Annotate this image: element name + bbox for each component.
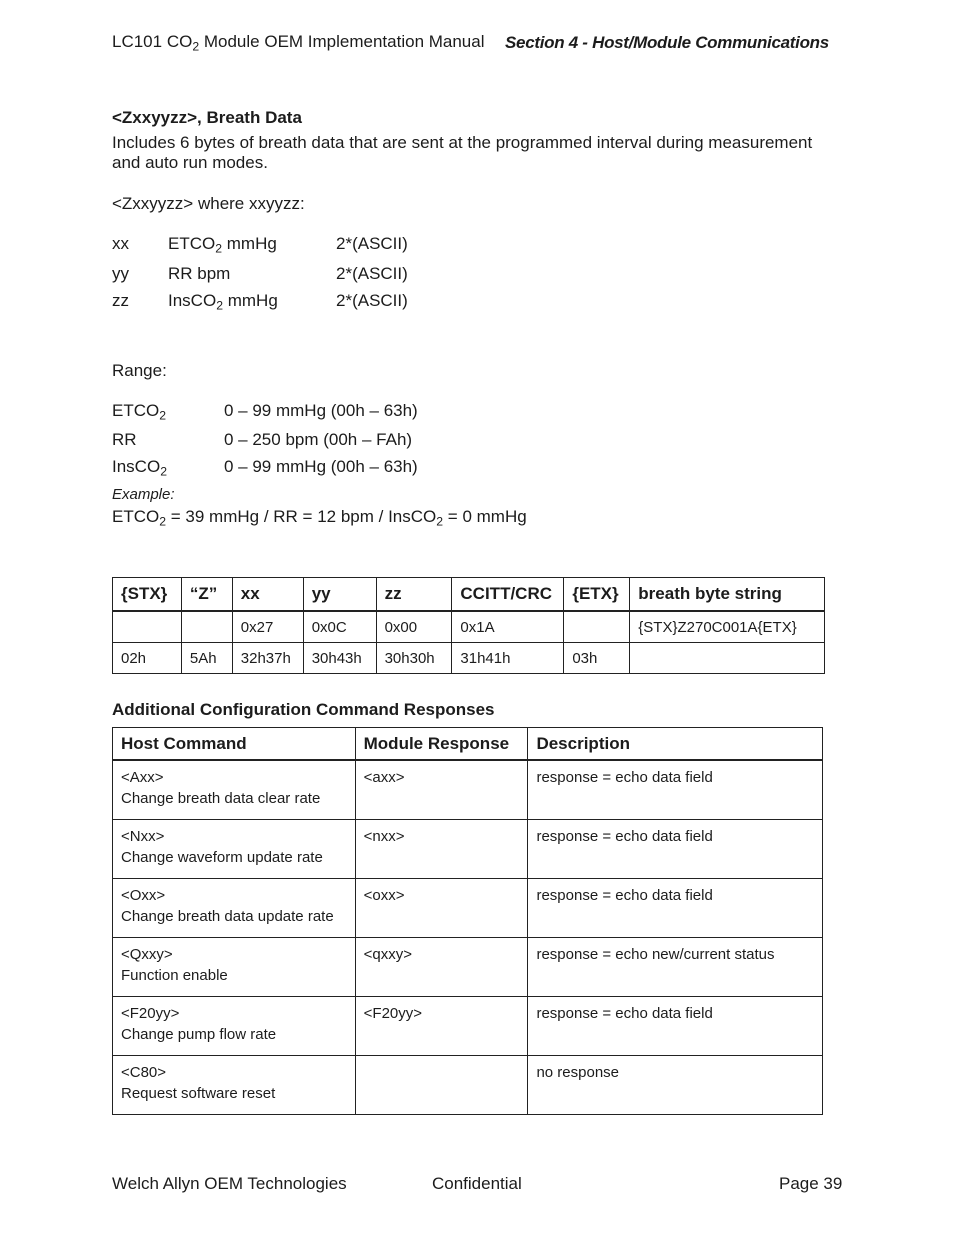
module-response: <oxx> [355,879,528,938]
host-command: <C80> [121,1064,167,1081]
host-command-cell [113,879,356,938]
response-description: no response [528,1056,823,1115]
column-header: breath byte string [630,578,825,612]
config-response-table [112,727,823,1115]
breath-data-intro-line2: and auto run modes. [112,153,268,172]
running-header-title: LC101 $CO_2$ Module OEM Implementation Manual [112,32,485,54]
table-cell [630,643,825,674]
table-row [113,820,823,879]
field-format: 2*(ASCII) [336,264,408,283]
table-cell [181,611,232,643]
range-value: 0 – 99 mmHg (00h – 63h) [224,401,418,420]
host-command: <Qxxy> [121,946,173,963]
table-row [113,760,823,820]
table-row [113,643,825,674]
table-header-row [113,728,823,761]
table-row [113,879,823,938]
host-command: <Oxx> [121,887,166,904]
table-cell: 5Ah [181,643,232,674]
host-command: <Axx> [121,769,164,786]
response-description: response = echo new/current status [528,938,823,997]
column-header: {ETX} [564,578,630,612]
table-cell: 31h41h [452,643,564,674]
table-row [113,938,823,997]
host-command-cell [113,820,356,879]
breath-byte-table [112,577,825,674]
footer-confidential: Confidential [432,1174,522,1193]
breath-data-heading: <Zxxyyzz>, Breath Data [112,108,302,127]
host-command-description: Function enable [121,967,228,984]
host-command-cell [113,938,356,997]
response-description: response = echo data field [528,997,823,1056]
host-command-description: Request software reset [121,1085,276,1102]
column-header: zz [376,578,452,612]
running-header-section: Section 4 - Host/Module Communications [505,33,829,52]
module-response: <qxxy> [355,938,528,997]
table-cell: 0x27 [232,611,303,643]
field-code: xx [112,234,129,253]
host-command-description: Change pump flow rate [121,1026,277,1043]
column-header: xx [232,578,303,612]
table-cell: 30h30h [376,643,452,674]
table-row [113,1056,823,1115]
column-header: Module Response [355,728,528,761]
table-cell: 03h [564,643,630,674]
host-command: <F20yy> [121,1005,180,1022]
range-name: RR [112,430,137,449]
breath-data-intro-line1: Includes 6 bytes of breath data that are sent at the programmed interval during measurement [112,133,813,152]
module-response: <axx> [355,760,528,820]
range-value: 0 – 250 bpm (00h – FAh) [224,430,413,449]
table-header-row [113,578,825,612]
field-name: InsCO$_2$ mmHg [168,291,278,313]
table-cell: 30h43h [303,643,376,674]
example-label: Example: [112,486,175,503]
host-command-description: Change breath data clear rate [121,790,321,807]
host-command: <Nxx> [121,828,165,845]
field-code: yy [112,264,129,283]
module-response: <F20yy> [355,997,528,1056]
range-name: InsCO$_2$ [112,457,167,479]
column-header: Host Command [113,728,356,761]
table-cell: 02h [113,643,182,674]
host-command-description: Change breath data update rate [121,908,334,925]
table-cell: 0x0C [303,611,376,643]
column-header: {STX} [113,578,182,612]
host-command-cell [113,997,356,1056]
host-command-cell [113,760,356,820]
config-heading: Additional Configuration Command Responses [112,700,495,719]
range-label: Range: [112,361,167,380]
table-cell: 32h37h [232,643,303,674]
field-format: 2*(ASCII) [336,234,408,253]
response-description: response = echo data field [528,820,823,879]
example-text: $ETCO_2 = 39$ mmHg / RR = 12 bpm / InsCO$_2$ = 0 mmHg [112,507,527,529]
range-name: $ETCO_2$ [112,401,167,423]
field-format: 2*(ASCII) [336,291,408,310]
host-command-cell [113,1056,356,1115]
field-code: zz [112,291,129,310]
module-response: <nxx> [355,820,528,879]
footer-company: Welch Allyn OEM Technologies [112,1174,347,1193]
table-row [113,997,823,1056]
response-description: response = echo data field [528,760,823,820]
table-row [113,611,825,643]
where-line: <Zxxyyzz> where xxyyzz: [112,194,305,213]
table-cell [113,611,182,643]
response-description: response = echo data field [528,879,823,938]
column-header: CCITT/CRC [452,578,564,612]
table-cell: 0x1A [452,611,564,643]
host-command-description: Change waveform update rate [121,849,323,866]
column-header: Description [528,728,823,761]
table-cell [564,611,630,643]
range-value: 0 – 99 mmHg (00h – 63h) [224,457,418,476]
column-header: “Z” [181,578,232,612]
field-name: $ETCO_2$ mmHg [168,234,277,256]
module-response [355,1056,528,1115]
table-cell: {STX}Z270C001A{ETX} [630,611,825,643]
table-cell: 0x00 [376,611,452,643]
page-number: Page 39 [779,1174,843,1193]
field-name: RR bpm [168,264,231,283]
column-header: yy [303,578,376,612]
